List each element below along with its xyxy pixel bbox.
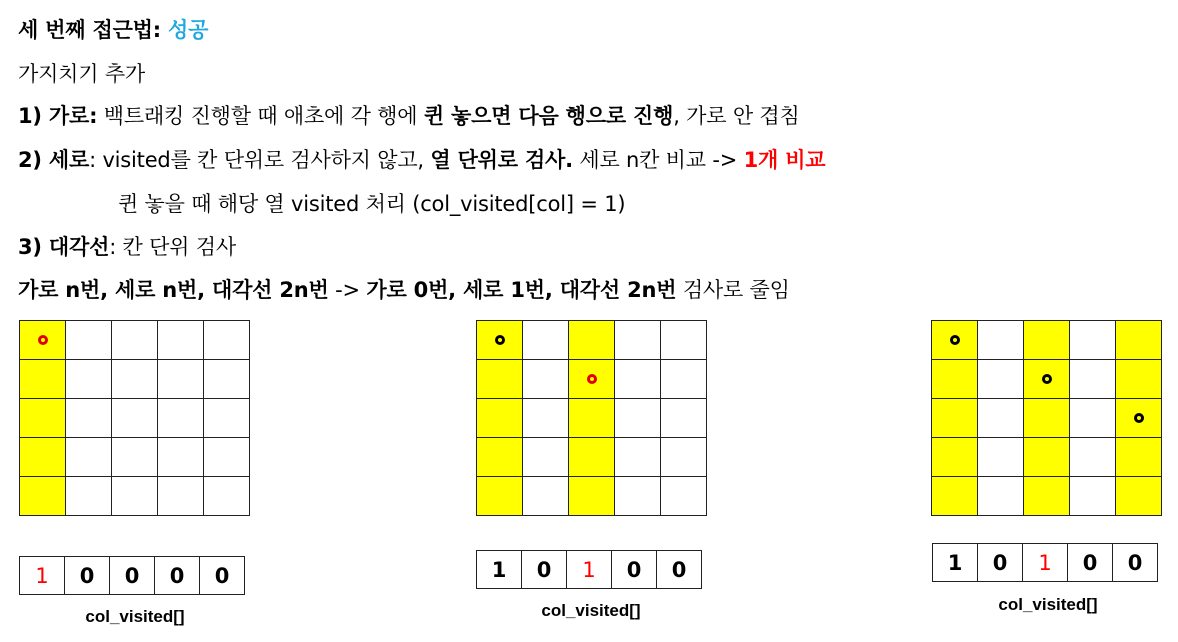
board-cell bbox=[932, 477, 978, 516]
board-cell bbox=[1116, 321, 1162, 360]
col-visited-cell: 0 bbox=[657, 551, 702, 589]
board-cell bbox=[1070, 438, 1116, 477]
board-cell bbox=[20, 438, 66, 477]
col-visited-cell: 0 bbox=[612, 551, 657, 589]
col-visited-cell: 1 bbox=[477, 551, 522, 589]
board-cell bbox=[66, 321, 112, 360]
board-cell bbox=[204, 321, 250, 360]
board-cell bbox=[932, 360, 978, 399]
board-cell bbox=[1070, 399, 1116, 438]
heading-prefix: 세 번째 접근법: bbox=[18, 18, 169, 42]
board-cell bbox=[1070, 321, 1116, 360]
board-row bbox=[932, 360, 1162, 399]
board-cell bbox=[112, 360, 158, 399]
col-visited-cell: 1 bbox=[20, 557, 65, 595]
col-visited-caption-2: col_visited[] bbox=[541, 601, 641, 620]
board-cell bbox=[1116, 360, 1162, 399]
board-cell bbox=[158, 399, 204, 438]
board-cell bbox=[661, 438, 707, 477]
board-cell bbox=[615, 438, 661, 477]
item-2-text: : visited를 칸 단위로 검사하지 않고, bbox=[89, 148, 431, 172]
board-cell bbox=[523, 399, 569, 438]
board-cell bbox=[661, 321, 707, 360]
board-cell bbox=[204, 438, 250, 477]
summary-after: 가로 0번, 세로 1번, 대각선 2n번 bbox=[366, 278, 677, 302]
board-cell bbox=[569, 399, 615, 438]
board-row bbox=[20, 477, 250, 516]
board-cell bbox=[66, 360, 112, 399]
summary-arrow: -> bbox=[328, 278, 367, 302]
board-cell bbox=[978, 399, 1024, 438]
col-visited-row bbox=[20, 557, 245, 595]
board-cell bbox=[1116, 438, 1162, 477]
board-cell bbox=[158, 321, 204, 360]
col-visited-cell: 0 bbox=[1113, 544, 1158, 582]
queen-marker-icon bbox=[587, 374, 597, 384]
heading-status: 성공 bbox=[168, 18, 209, 42]
board-cell bbox=[20, 360, 66, 399]
col-visited-array-1 bbox=[19, 556, 245, 595]
board-cell bbox=[204, 477, 250, 516]
board-row bbox=[20, 438, 250, 477]
board-cell bbox=[66, 438, 112, 477]
summary-tail: 검사로 줄임 bbox=[676, 278, 790, 302]
board-row bbox=[932, 438, 1162, 477]
board-cell bbox=[1070, 477, 1116, 516]
board-cell bbox=[978, 477, 1024, 516]
board-cell bbox=[569, 360, 615, 399]
item-2-detail: 퀸 놓을 때 해당 열 visited 처리 (col_visited[col] = 1) bbox=[118, 192, 626, 216]
board-row bbox=[477, 321, 707, 360]
board-cell bbox=[112, 438, 158, 477]
summary bbox=[18, 274, 790, 304]
item-2 bbox=[18, 144, 825, 174]
board-grid-2 bbox=[476, 320, 707, 516]
board-cell bbox=[1024, 438, 1070, 477]
col-visited-cell: 0 bbox=[1068, 544, 1113, 582]
board-row bbox=[932, 321, 1162, 360]
board-cell bbox=[158, 360, 204, 399]
board-cell bbox=[615, 321, 661, 360]
col-visited-cell: 1 bbox=[1023, 544, 1068, 582]
board-cell bbox=[20, 321, 66, 360]
board-cell bbox=[20, 399, 66, 438]
board-row bbox=[20, 321, 250, 360]
board-cell bbox=[569, 477, 615, 516]
col-visited-array-3 bbox=[932, 543, 1158, 582]
board-row bbox=[932, 399, 1162, 438]
summary-before: 가로 n번, 세로 n번, 대각선 2n번 bbox=[18, 278, 329, 302]
board-cell bbox=[615, 477, 661, 516]
item-2-tail: 세로 n칸 비교 -> bbox=[572, 148, 744, 172]
board-cell bbox=[932, 438, 978, 477]
board-cell bbox=[1024, 321, 1070, 360]
item-2-highlight: 1개 비교 bbox=[743, 148, 826, 172]
board-row bbox=[932, 477, 1162, 516]
queen-marker-icon bbox=[950, 335, 960, 345]
col-visited-cell: 0 bbox=[978, 544, 1023, 582]
board-cell bbox=[158, 477, 204, 516]
board-cell bbox=[615, 360, 661, 399]
board-cell bbox=[112, 321, 158, 360]
queen-marker-icon bbox=[495, 335, 505, 345]
board-cell bbox=[523, 477, 569, 516]
board-cell bbox=[932, 321, 978, 360]
board-row bbox=[20, 360, 250, 399]
col-visited-cell: 1 bbox=[933, 544, 978, 582]
board-cell bbox=[112, 477, 158, 516]
board-cell bbox=[204, 360, 250, 399]
board-cell bbox=[978, 321, 1024, 360]
board-cell bbox=[477, 477, 523, 516]
col-visited-cell: 0 bbox=[65, 557, 110, 595]
board-cell bbox=[978, 360, 1024, 399]
subtitle: 가지치기 추가 bbox=[18, 62, 145, 86]
item-3 bbox=[18, 231, 236, 261]
item-2-label: 2) 세로 bbox=[18, 148, 90, 172]
board-cell bbox=[932, 399, 978, 438]
item-1-tail: , 가로 안 겹침 bbox=[673, 104, 800, 128]
col-visited-cell: 0 bbox=[155, 557, 200, 595]
board-cell bbox=[158, 438, 204, 477]
board-cell bbox=[477, 321, 523, 360]
heading bbox=[18, 14, 208, 44]
board-row bbox=[20, 399, 250, 438]
board-cell bbox=[1024, 360, 1070, 399]
item-1 bbox=[18, 100, 800, 130]
board-cell bbox=[477, 399, 523, 438]
board-cell bbox=[523, 321, 569, 360]
board-cell bbox=[978, 438, 1024, 477]
board-cell bbox=[112, 399, 158, 438]
board-grid-3 bbox=[931, 320, 1162, 516]
board-cell bbox=[66, 477, 112, 516]
board-cell bbox=[569, 321, 615, 360]
col-visited-caption-1: col_visited[] bbox=[85, 607, 185, 626]
col-visited-row bbox=[933, 544, 1158, 582]
col-visited-cell: 0 bbox=[200, 557, 245, 595]
board-cell bbox=[477, 360, 523, 399]
col-visited-cell: 0 bbox=[110, 557, 155, 595]
col-visited-cell: 0 bbox=[522, 551, 567, 589]
board-row bbox=[477, 360, 707, 399]
board-cell bbox=[1116, 477, 1162, 516]
board-row bbox=[477, 438, 707, 477]
queen-marker-icon bbox=[1134, 413, 1144, 423]
board-cell bbox=[661, 399, 707, 438]
item-3-text: : 칸 단위 검사 bbox=[109, 235, 236, 259]
board-cell bbox=[20, 477, 66, 516]
board-cell bbox=[523, 438, 569, 477]
board-cell bbox=[66, 399, 112, 438]
board-cell bbox=[615, 399, 661, 438]
board-row bbox=[477, 399, 707, 438]
board-cell bbox=[661, 477, 707, 516]
item-1-text: 백트래킹 진행할 때 애초에 각 행에 bbox=[97, 104, 424, 128]
item-3-label: 3) 대각선 bbox=[18, 235, 110, 259]
queen-marker-icon bbox=[38, 335, 48, 345]
board-cell bbox=[1024, 477, 1070, 516]
board-cell bbox=[1116, 399, 1162, 438]
board-cell bbox=[204, 399, 250, 438]
item-1-label: 1) 가로: bbox=[18, 104, 98, 128]
queen-marker-icon bbox=[1042, 374, 1052, 384]
board-cell bbox=[1070, 360, 1116, 399]
col-visited-row bbox=[477, 551, 702, 589]
board-cell bbox=[1024, 399, 1070, 438]
col-visited-array-2 bbox=[476, 550, 702, 589]
item-2-bold: 열 단위로 검사. bbox=[430, 148, 573, 172]
item-1-bold: 퀸 놓으면 다음 행으로 진행 bbox=[423, 104, 674, 128]
col-visited-cell: 1 bbox=[567, 551, 612, 589]
board-cell bbox=[661, 360, 707, 399]
board-cell bbox=[523, 360, 569, 399]
board-row bbox=[477, 477, 707, 516]
board-grid-1 bbox=[19, 320, 250, 516]
col-visited-caption-3: col_visited[] bbox=[998, 595, 1098, 614]
board-cell bbox=[569, 438, 615, 477]
board-cell bbox=[477, 438, 523, 477]
